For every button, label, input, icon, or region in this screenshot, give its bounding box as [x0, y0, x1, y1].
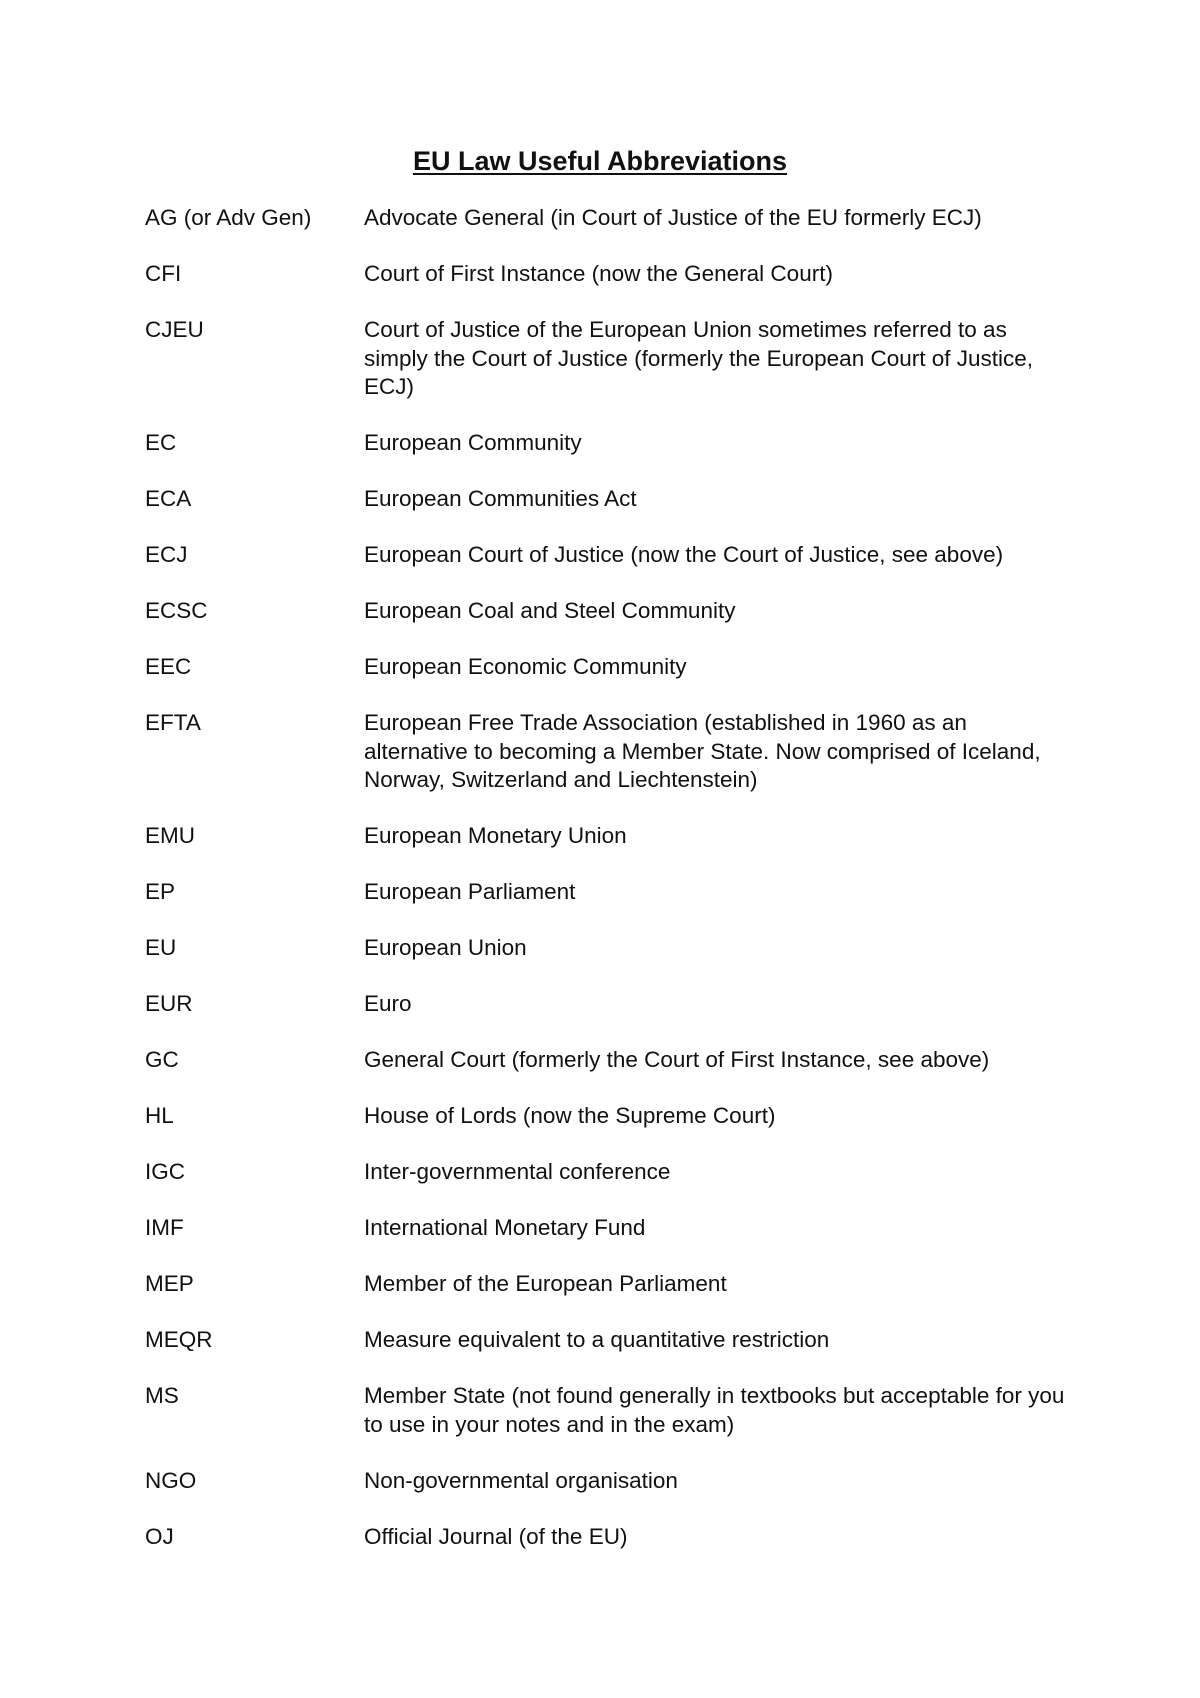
abbreviation-term: ECSC — [145, 598, 208, 623]
abbreviation-definition: General Court (formerly the Court of First Instance, see above) — [364, 1047, 990, 1072]
abbreviation-term: EEC — [145, 654, 192, 679]
abbreviation-definition: European Communities Act — [364, 486, 637, 511]
document-title: EU Law Useful Abbreviations — [412, 146, 788, 176]
abbreviation-entry — [145, 1326, 1075, 1355]
abbreviation-entry — [145, 429, 1075, 458]
abbreviation-term: GC — [145, 1047, 179, 1072]
abbreviation-definition: European Community — [364, 430, 582, 455]
abbreviation-term: EC — [145, 430, 177, 455]
abbreviation-term: EP — [145, 879, 176, 904]
abbreviation-entry — [145, 260, 1075, 289]
abbreviation-definition: Member State (not found generally in textbooks but acceptable for you to use in your notes and in the exam) — [364, 1383, 1065, 1437]
abbreviation-definition: International Monetary Fund — [364, 1215, 646, 1240]
abbreviation-term: AG (or Adv Gen) — [145, 205, 312, 230]
abbreviation-definition: Inter-governmental conference — [364, 1159, 671, 1184]
abbreviation-definition: European Free Trade Association (established in 1960 as an alternative to becoming a Member State. Now comprised of Iceland, Norway, Switzerland and Liechtenstein) — [364, 710, 1041, 792]
abbreviation-entry — [145, 1467, 1075, 1496]
abbreviation-entry — [145, 1214, 1075, 1243]
abbreviation-term: CJEU — [145, 317, 204, 342]
abbreviation-term: ECA — [145, 486, 192, 511]
abbreviation-definition: Euro — [364, 991, 412, 1016]
abbreviation-term: ECJ — [145, 542, 188, 567]
abbreviation-definition: Non-governmental organisation — [364, 1467, 678, 1493]
abbreviation-term: EU — [145, 935, 177, 960]
abbreviation-entry — [145, 1270, 1075, 1299]
abbreviation-term: NGO — [145, 1467, 197, 1493]
abbreviation-definition: Court of Justice of the European Union sometimes referred to as simply the Court of Justice (formerly the European Court of Justice, ECJ) — [364, 317, 1034, 399]
abbreviation-entry — [145, 1382, 1075, 1439]
abbreviation-definition: European Union — [364, 935, 527, 960]
abbreviation-entry — [145, 934, 1075, 963]
abbreviation-definition: Advocate General (in Court of Justice of the EU formerly ECJ) — [364, 205, 982, 230]
abbreviation-entry — [145, 541, 1075, 570]
abbreviation-term: MS — [145, 1383, 179, 1408]
abbreviation-definition: Official Journal (of the EU) — [364, 1523, 628, 1549]
abbreviation-entry — [145, 709, 1075, 795]
abbreviation-entry — [145, 878, 1075, 907]
abbreviation-entry — [145, 485, 1075, 514]
abbreviation-definition: Court of First Instance (now the General Court) — [364, 261, 833, 286]
abbreviation-definition: European Court of Justice (now the Court of Justice, see above) — [364, 542, 1004, 567]
abbreviation-term: MEP — [145, 1271, 194, 1296]
abbreviation-entry — [145, 990, 1075, 1019]
abbreviation-term: IGC — [145, 1159, 186, 1184]
abbreviation-list — [145, 204, 1075, 1579]
abbreviation-definition: Measure equivalent to a quantitative restriction — [364, 1327, 830, 1352]
abbreviation-definition: House of Lords (now the Supreme Court) — [364, 1103, 776, 1128]
abbreviation-definition: Member of the European Parliament — [364, 1271, 727, 1296]
abbreviation-entry — [145, 1158, 1075, 1187]
abbreviation-definition: European Monetary Union — [364, 823, 627, 848]
abbreviation-entry — [145, 653, 1075, 682]
abbreviation-term: CFI — [145, 261, 182, 286]
abbreviation-definition: European Economic Community — [364, 654, 687, 679]
abbreviation-entry — [145, 1523, 1075, 1552]
abbreviation-term: IMF — [145, 1215, 184, 1240]
abbreviation-entry — [145, 316, 1075, 402]
abbreviation-term: EFTA — [145, 710, 201, 735]
abbreviation-entry — [145, 1102, 1075, 1131]
abbreviation-entry — [145, 822, 1075, 851]
abbreviation-term: HL — [145, 1103, 174, 1128]
abbreviation-entry — [145, 204, 1075, 233]
abbreviation-definition: European Parliament — [364, 879, 576, 904]
abbreviation-entry — [145, 597, 1075, 626]
abbreviation-term: MEQR — [145, 1327, 213, 1352]
abbreviation-entry — [145, 1046, 1075, 1075]
abbreviation-definition: European Coal and Steel Community — [364, 598, 736, 623]
abbreviation-term: EMU — [145, 823, 195, 848]
abbreviation-term: OJ — [145, 1523, 174, 1549]
abbreviation-term: EUR — [145, 991, 193, 1016]
